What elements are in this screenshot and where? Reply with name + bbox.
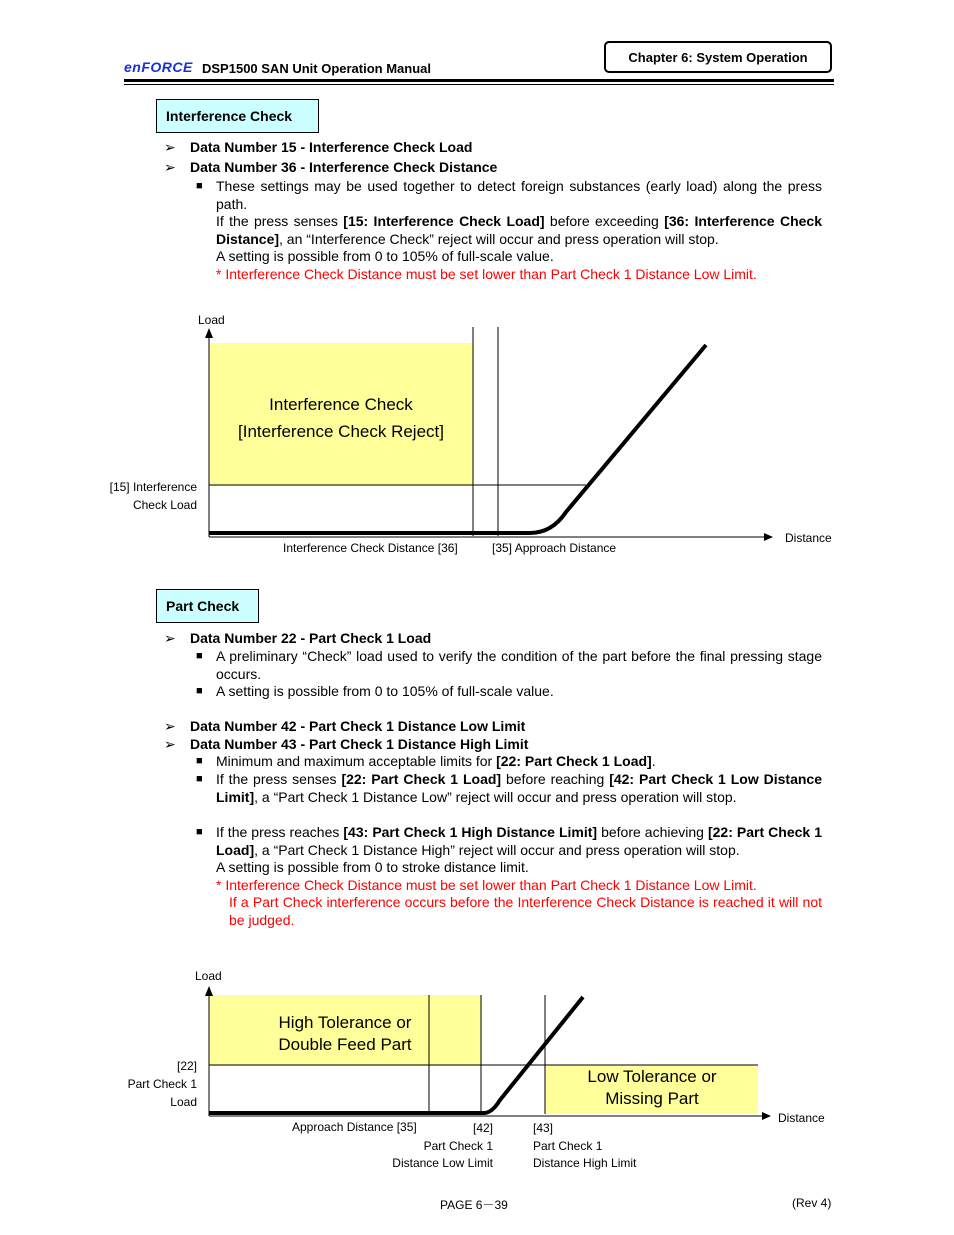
enforce-logo: enFORCE [124,59,193,75]
chart1-x-arrow [764,533,773,541]
page-number: PAGE 6－39 [440,1198,508,1212]
chart1-region-label: Interference Check [Interference Check Reject] [238,395,444,441]
data-item-22: ➢ Data Number 22 - Part Check 1 Load [164,630,432,646]
part-check-note2: If a Part Check interference occurs before the Interference Check Distance is reached it will not be judged. [229,894,822,928]
chart2-x-arrow [762,1112,771,1120]
part-check-p1: ■ A preliminary “Check” load used to verify the condition of the part before the final pressing stage occurs. [196,648,822,682]
chart1-ylabel: Load [198,313,225,327]
chart2-ylabel: Load [195,969,222,983]
chart1-dist36-label: Interference Check Distance [36] [283,541,458,555]
interference-description: ■ These settings may be used together to detect foreign substances (early load) along the press path. If the press senses [15: Interference Check Load] before exceeding [36: Interference Check Distance], an “Interference Check” reject will occur and press operation will stop. A setting is possible from 0 to 105% of full-scale value. * Interference Check Distance must be set lower than Part Check 1 Distance Low Limit. [196,178,822,282]
chart2-xlabel: Distance [778,1111,825,1125]
chart2-load-label: [22] Part Check 1 Load [127,1059,197,1109]
chart2-d42-label: [42] Part Check 1 Distance Low Limit [392,1121,493,1170]
part-check-p4: ■ If the press senses [22: Part Check 1 Load] before reaching [42: Part Check 1 Low Distance Limit], a “Part Check 1 Distance Low” reject will occur and press operation will stop. [196,771,822,805]
chart1-xlabel: Distance [785,531,832,545]
data-item-43: ➢ Data Number 43 - Part Check 1 Distance High Limit [164,736,529,752]
part-check-p2: ■ A setting is possible from 0 to 105% of full-scale value. [196,683,554,699]
chart2-low-label: Low Tolerance or Missing Part [587,1067,717,1108]
chart2-d43-label: [43] Part Check 1 Distance High Limit [533,1121,637,1170]
section-title-interference-check: Interference Check [156,99,319,133]
chart1-load-label: [15] Interference Check Load [109,480,197,512]
chart2-high-label: High Tolerance or Double Feed Part [278,1013,412,1054]
part-check-p3: ■ Minimum and maximum acceptable limits for [22: Part Check 1 Load]. [196,753,656,769]
chapter-box: Chapter 6: System Operation [604,41,832,73]
section-title-part-check: Part Check [156,589,259,623]
chart1-y-arrow [205,328,213,338]
chart2-approach-label: Approach Distance [35] [292,1120,417,1134]
revision: (Rev 4) [792,1196,832,1210]
data-item-36: ➢ Data Number 36 - Interference Check Distance [164,159,498,175]
part-check-p5: ■ If the press reaches [43: Part Check 1 High Distance Limit] before achieving [22: Part Check 1 Load], a “Part Check 1 Distance High” reject will occur and press operation will stop. A setting is possible from 0 to stroke distance limit. * Interference Check Distance must be set lower than Part Check 1 Distance Low Limit. If a Part Check interference occurs before the Interference Check Distance is reached it will not be judged. [196,824,822,928]
data-item-15: ➢ Data Number 15 - Interference Check Load [164,139,473,155]
part-check-note1: * Interference Check Distance must be set lower than Part Check 1 Distance Low Limit. [216,876,757,893]
chart2-y-arrow [205,986,213,996]
manual-title: DSP1500 SAN Unit Operation Manual [202,61,431,76]
data-item-42: ➢ Data Number 42 - Part Check 1 Distance Low Limit [164,718,526,734]
interference-note: * Interference Check Distance must be set lower than Part Check 1 Distance Low Limit. [216,265,757,282]
chart1-dist35-label: [35] Approach Distance [492,541,617,555]
